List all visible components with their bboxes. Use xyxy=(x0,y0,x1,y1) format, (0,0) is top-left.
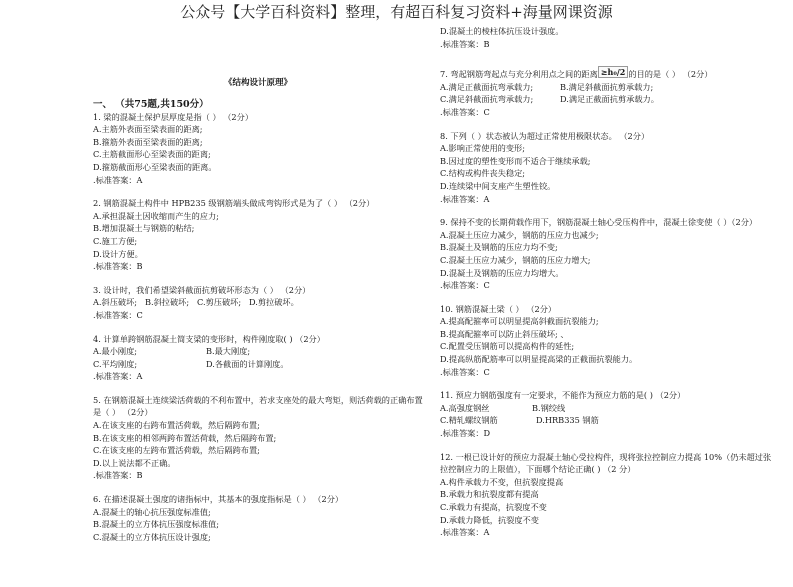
standard-answer: .标准答案：B xyxy=(93,470,143,481)
option-a: A.影响正常使用的变形; xyxy=(440,143,525,154)
options-row xyxy=(440,81,775,94)
option-a: A.混凝土的轴心抗压强度标准值; xyxy=(93,506,211,517)
options-row xyxy=(93,296,423,309)
option-c: C.结构或构件丧失稳定; xyxy=(440,168,526,179)
watermark-banner: 公众号【大学百科资料】整理，有超百科复习资料+海量网课资源 xyxy=(180,3,613,21)
question-2 xyxy=(93,197,423,273)
option-c: C.主筋截面形心至梁表面的距离; xyxy=(93,149,211,160)
question-11 xyxy=(440,389,775,439)
option-a: A.满足正截面抗弯承载力; xyxy=(440,81,534,92)
question-stem: 10. 钢筋混凝土梁（ ） （2分） xyxy=(440,303,557,314)
question-stem: 9. 保持不变的长期荷载作用下，钢筋混凝土轴心受压构件中，混凝土徐变使（ ）（2分） xyxy=(440,217,758,228)
option-c: C.施工方便; xyxy=(93,235,138,246)
question-8 xyxy=(440,130,775,206)
option-a: A.承担混凝土因收缩而产生的应力; xyxy=(93,210,219,221)
option-b: B.混凝土及钢筋的压应力均不变; xyxy=(440,242,558,253)
option-b: B.混凝土的立方体抗压强度标准值; xyxy=(93,519,220,530)
question-6 xyxy=(93,493,423,543)
question-6-continuation xyxy=(440,25,775,50)
standard-answer: .标准答案：B xyxy=(440,38,490,49)
option-a: A.斜压破坏; xyxy=(93,297,138,308)
question-stem: 12. 一根已设计好的预应力混凝土轴心受拉构件，现将张拉控制应力提高 10%（仍未超过张拉控制应力的上限值），下面哪个结论正确( ) （2 分） xyxy=(440,451,772,475)
section-heading: 一、 （共75题,共150分） xyxy=(93,98,209,110)
question-stem xyxy=(440,66,775,81)
question-9 xyxy=(440,216,775,292)
question-4 xyxy=(93,333,423,383)
standard-answer: .标准答案：C xyxy=(440,366,490,377)
option-b: B.满足斜截面抗剪承载力; xyxy=(560,81,654,92)
question-5 xyxy=(93,394,423,482)
question-stem: 4. 计算单跨钢筋混凝土简支梁的变形时，构件刚度取( ) （2分） xyxy=(93,333,325,344)
option-d: D.以上说法都不正确。 xyxy=(93,457,176,468)
option-b: B.增加混凝土与钢筋的粘结; xyxy=(93,223,195,234)
question-1 xyxy=(93,111,423,187)
option-d: D.箍筋截面形心至梁表面的距离。 xyxy=(93,161,217,172)
option-b: B.在该支座的相邻两跨布置活荷载，然后隔跨布置; xyxy=(93,432,277,443)
option-b: B.承载力和抗裂度都有提高 xyxy=(440,489,539,500)
option-c: C.精轧螺纹钢筋 xyxy=(440,415,498,426)
option-c: C.剪压破坏; xyxy=(197,297,242,308)
standard-answer: .标准答案：A xyxy=(93,371,143,382)
standard-answer: .标准答案：C xyxy=(440,106,490,117)
option-c: C.满足斜截面抗弯承载力; xyxy=(440,94,534,105)
left-column xyxy=(93,70,423,554)
option-d: D.满足正截面抗剪承载力。 xyxy=(560,94,659,105)
question-stem: 3. 设计时，我们希望梁斜截面抗剪破坏形态为（ ） （2分） xyxy=(93,284,311,295)
option-b: B.因过度的塑性变形而不适合于继续承载; xyxy=(440,155,591,166)
option-c: C.承载力有提高，抗裂度不变 xyxy=(440,502,547,512)
question-3 xyxy=(93,284,423,322)
option-a: A.提高配箍率可以明显提高斜截面抗裂能力; xyxy=(440,316,599,327)
option-b: B.最大刚度; xyxy=(206,346,251,357)
option-c: C.在该支座的左跨布置活荷载，然后隔跨布置; xyxy=(93,445,260,456)
question-stem: 1. 梁的混凝土保护层厚度是指（ ） （2分） xyxy=(93,111,254,122)
options-row xyxy=(93,345,423,358)
question-10 xyxy=(440,303,775,379)
standard-answer: .标准答案：A xyxy=(440,193,490,204)
option-a: A.在该支座的右跨布置活荷载，然后隔跨布置; xyxy=(93,420,260,431)
option-c: C.配置受压钢筋可以提高构件的延性; xyxy=(440,341,575,352)
options-row xyxy=(440,414,775,427)
option-b: B.提高配箍率可以防止斜压破坏; 、 xyxy=(440,328,569,339)
option-d: D.连续梁中间支座产生塑性铰。 xyxy=(440,180,556,191)
standard-answer: .标准答案：C xyxy=(440,280,490,291)
standard-answer: .标准答案：A xyxy=(440,527,490,538)
options-row xyxy=(440,93,775,106)
option-d: D.设计方便。 xyxy=(93,248,143,259)
question-stem: 11. 预应力钢筋强度有一定要求，不能作为预应力筋的是( ) （2分） xyxy=(440,390,686,401)
option-d: D.各截面的计算刚度。 xyxy=(206,358,289,369)
standard-answer: .标准答案：A xyxy=(93,174,143,185)
option-a: A.主筋外表面至梁表面的距离; xyxy=(93,124,203,135)
formula-box: ≥h₀/2 xyxy=(598,66,629,78)
option-d: D.混凝土及钢筋的压应力均增大。 xyxy=(440,267,564,278)
option-b: B.箍筋外表面至梁表面的距离; xyxy=(93,136,203,147)
option-a: A.高强度钢丝 xyxy=(440,402,490,413)
question-7 xyxy=(440,66,775,118)
right-column xyxy=(440,25,775,550)
option-c: C.混凝土压应力减少，钢筋的压应力增大; xyxy=(440,254,591,265)
option-a: A.最小刚度; xyxy=(93,346,138,357)
option-c: C.平均刚度; xyxy=(93,358,138,369)
option-b: B.钢绞线 xyxy=(532,402,566,413)
option-a: A.混凝土压应力减少，钢筋的压应力也减少; xyxy=(440,229,599,240)
options-row xyxy=(440,402,775,415)
standard-answer: .标准答案：B xyxy=(93,261,143,272)
question-stem: 2. 钢筋混凝土构件中 HPB235 级钢筋端头做成弯钩形式是为了（ ） （2分） xyxy=(93,198,375,209)
question-stem: 6. 在描述混凝土强度的诸指标中，其基本的强度指标是（ ） （2分） xyxy=(93,494,344,505)
option-c: C.混凝土的立方体抗压设计强度; xyxy=(93,531,211,542)
option-d: D.HRB335 钢筋 xyxy=(536,415,599,426)
options-row xyxy=(93,358,423,371)
stem-text-before: 7. 弯起钢筋弯起点与充分利用点之间的距离 xyxy=(440,69,598,80)
question-stem: 8. 下列（ ）状态被认为超过正常使用极限状态。 （2分） xyxy=(440,130,650,141)
option-a: A.构件承载力不变，但抗裂度提高 xyxy=(440,476,564,487)
stem-text-after: 的目的是（ ） （2分） xyxy=(628,69,713,80)
question-12 xyxy=(440,451,775,539)
question-stem: 5. 在钢筋混凝土连续梁活荷载的不利布置中，若求支座处的最大弯矩，则活荷载的正确布置是（ ） （2分） xyxy=(93,394,423,418)
option-d: D.提高纵筋配筋率可以明显提高梁的正截面抗裂能力。 xyxy=(440,354,638,365)
standard-answer: .标准答案：C xyxy=(93,309,143,320)
option-d: D.混凝土的棱柱体抗压设计强度。 xyxy=(440,26,564,36)
option-d: D.剪拉破坏。 xyxy=(249,297,299,308)
standard-answer: .标准答案：D xyxy=(440,428,491,439)
document-title: 《结构设计原理》 xyxy=(223,78,292,88)
option-d: D.承载力降低，抗裂度不变 xyxy=(440,514,539,525)
option-b: B.斜拉破坏; xyxy=(145,297,190,308)
